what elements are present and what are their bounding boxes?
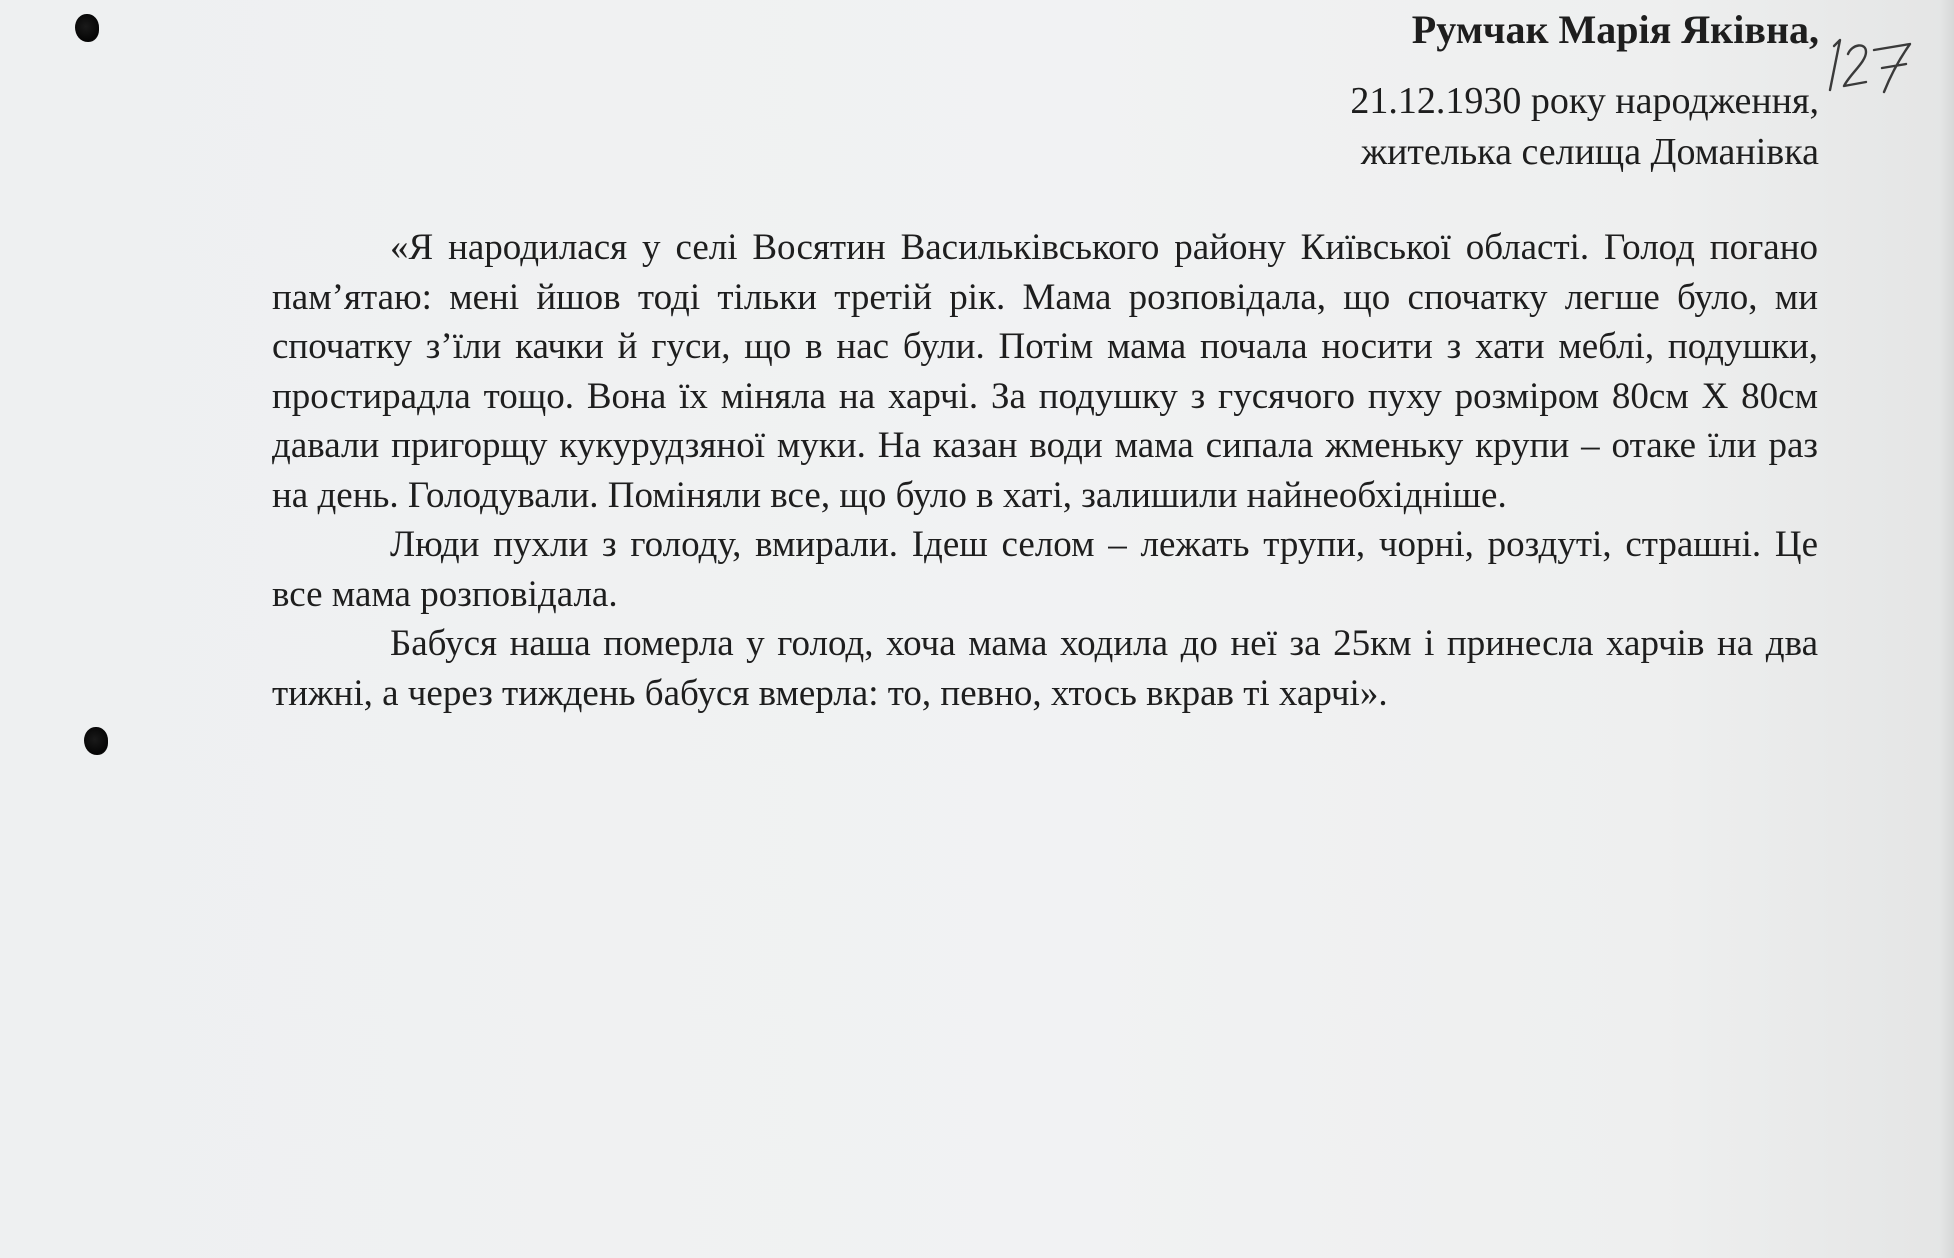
author-meta: [1099, 76, 1819, 178]
birth-date-line: 21.12.1930 року народження,: [1350, 80, 1819, 122]
paragraph-3: Бабуся наша померла у голод, хоча мама ходила до неї за 25км і принесла харчів на два тижні, а через тиждень бабуся вмерла: то, певно, хтось вкрав ті харчі».: [272, 623, 1818, 714]
handwritten-page-number: [1822, 28, 1918, 100]
document-header: [1099, 0, 1819, 178]
author-name: Румчак Марія Яківна,: [1411, 7, 1819, 52]
paragraph-2: Люди пухли з голоду, вмирали. Ідеш селом – лежать трупи, чорні, роздуті, страшні. Це все мама розповідала.: [272, 524, 1818, 615]
punch-hole-bottom: [84, 727, 108, 755]
testimony-text: [272, 223, 1818, 718]
residence-line: жителька селища Доманівка: [1360, 131, 1819, 173]
punch-hole-top: [75, 14, 99, 42]
page-edge-shadow: [1940, 0, 1954, 1258]
handwritten-page-number-drawing: [1822, 28, 1918, 100]
paragraph-1: «Я народилася у селі Восятин Васильківського району Київської області. Голод погано пам’ятаю: мені йшов тоді тільки третій рік. Мама розповідала, що спочатку легше було, ми спочатку з’їли качки й гуси, що в нас були. Потім мама почала носити з хати меблі, подушки, простирадла тощо. Вона їх міняла на харчі. За подушку з гусячого пуху розміром 80см Х 80см давали пригорщу кукурудзяної муки. На казан води мама сипала жменьку крупи – отаке їли раз на день. Голодували. Поміняли все, що було в хаті, залишили найнеобхідніше.: [272, 227, 1818, 516]
